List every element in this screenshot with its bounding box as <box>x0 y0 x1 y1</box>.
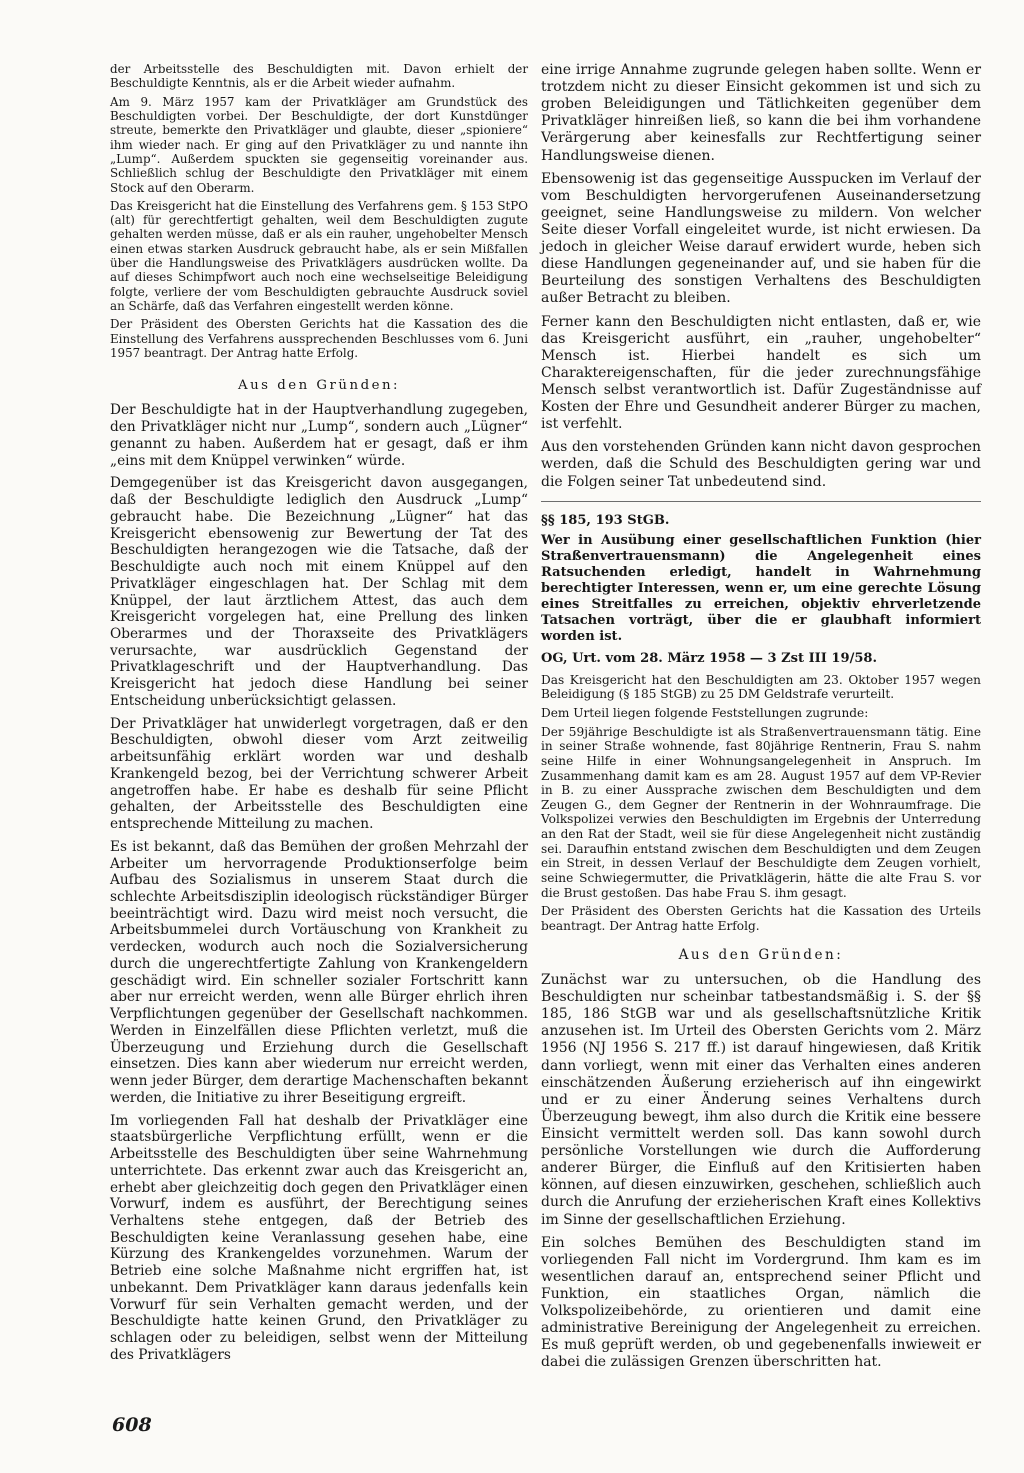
body-paragraph: Der Privatkläger hat unwiderlegt vorgetragen, daß er den Beschuldigten, obwohl dieser vom Arzt zeitweilig arbeitsunfähig erklärt worden war und deshalb Krankengeld bezog, bei der Verrichtung schwerer Arbeit angetroffen habe. Er habe es deshalb für seine Pflicht gehalten, der Arbeitsstelle des Beschuldigten eine entsprechende Mitteilung zu machen. <box>110 715 528 833</box>
body-paragraph: Aus den vorstehenden Gründen kann nicht davon gesprochen werden, daß die Schuld des Beschuldigten gering war und die Folgen seiner Tat unbedeutend sind. <box>541 439 981 490</box>
body-paragraph: Im vorliegenden Fall hat deshalb der Privatkläger eine staatsbürgerliche Verpflichtung erfüllt, wenn er die Arbeitsstelle des Beschuldigten über seine Wahrnehmung unterrichtete. Das erkennt zwar auch das Kreisgericht an, erhebt aber gleichzeitig doch gegen den Privatkläger einen Vorwurf, indem es ausführt, der Berechtigung seines Verhaltens stehe entgegen, daß der Betrieb des Beschuldigten keine Veranlassung gesehen habe, eine Kürzung des Krankengeldes vorzunehmen. Warum der Betrieb eine solche Maßnahme nicht ergriffen hat, ist unbekannt. Dem Privatkläger kann daraus jedenfalls kein Vorwurf für sein Verhalten gemacht werden, und der Beschuldigte hatte keinen Grund, den Privatkläger zu schlagen oder zu beleidigen, selbst wenn der Mitteilung des Privatklägers <box>110 1112 528 1363</box>
body-paragraph: Ferner kann den Beschuldigten nicht entlasten, daß er, wie das Kreisgericht ausführt, ein „rauher, ungehobelter“ Mensch ist. Hierbei handelt es sich um Charaktereigenschaften, für die jeder zurechnungsfähige Mensch selbst verantwortlich ist. Dafür Zugeständnisse auf Kosten der Ehre und Gesundheit anderer Bürger zu machen, ist verfehlt. <box>541 313 981 433</box>
body-paragraph: Zunächst war zu untersuchen, ob die Handlung des Beschuldigten nur scheinbar tatbestandsmäßig i. S. der §§ 185, 186 StGB war und als gesellschaftsnützliche Kritik anzusehen ist. Im Urteil des Obersten Gerichts vom 2. März 1956 (NJ 1956 S. 217 ff.) ist darauf hingewiesen, daß Kritik dann vorliegt, wenn mit einer das Verhalten eines anderen einschätzenden Äußerung erzieherisch auf ihn eingewirkt und er zu einer Änderung seines Verhaltens durch Überzeugung bewegt, ihm also durch die Kritik eine bessere Einsicht vermittelt werden soll. Das kann sowohl durch persönliche Vorstellungen wie durch die Aufforderung anderer Bürger, die Einfluß auf den Kritisierten haben können, auf diesen einzuwirken, geschehen, schließlich auch durch die Anrufung der erzieherischen Kraft eines Kollektivs im Sinne der gesellschaftlichen Erziehung. <box>541 972 981 1228</box>
body-paragraph: Ebensowenig ist das gegenseitige Ausspucken im Verlauf der vom Beschuldigten hervorgerufenen Auseinandersetzung geeignet, seine Handlungsweise zu mildern. Von welcher Seite dieser Vorfall eingeleitet wurde, ist nicht erwiesen. Da jedoch in gleicher Weise darauf erwidert wurde, heben sich diese Handlungen gegeneinander auf, und sie haben für die Beurteilung des sonstigen Verhaltens des Beschuldigten außer Betracht zu bleiben. <box>541 170 981 307</box>
left-text-column <box>110 62 528 1370</box>
body-paragraph: Das Kreisgericht hat den Beschuldigten am 23. Oktober 1957 wegen Beleidigung (§ 185 StGB) zu 25 DM Geldstrafe verurteilt. <box>541 672 981 702</box>
body-paragraph: Es ist bekannt, daß das Bemühen der großen Mehrzahl der Arbeiter um hervorragende Produktionserfolge beim Aufbau des Sozialismus in unserem Staat durch die schlechte Arbeitsdisziplin ideologisch rückständiger Bürger beeinträchtigt wird. Dazu wird meist noch versucht, die Arbeitsbummelei durch Vortäuschung von Krankheit zu verdecken, wodurch auch noch die Sozialversicherung durch die ungerechtfertigte Zahlung von Krankengeldern geschädigt wird. Ein schneller sozialer Fortschritt kann aber nur erreicht werden, wenn alle Bürger ehrlich ihren Verpflichtungen gegenüber der Gesellschaft nachkommen. Werden in Einzelfällen diese Pflichten verletzt, muß die Überzeugung und Erziehung durch die Gesellschaft einsetzen. Dies kann aber wiederum nur erreicht werden, wenn jeder Bürger, dem derartige Machenschaften bekannt werden, die Initiative zu ihrer Beseitigung ergreift. <box>110 838 528 1106</box>
case-citation: OG, Urt. vom 28. März 1958 — 3 Zst III 19/58. <box>541 650 878 666</box>
headnote: Wer in Ausübung einer gesellschaftlichen Funktion (hier Straßenvertrauensmann) die Angelegenheit eines Ratsuchenden erledigt, handelt in Wahrnehmung berechtigter Interessen, wenn er, um eine gerechte Lösung eines Streitfalles zu erreichen, objektiv ehrverletzende Tatsachen vorträgt, über die er glaubhaft informiert worden ist. <box>541 532 981 644</box>
body-paragraph: Ein solches Bemühen des Beschuldigten stand im vorliegenden Fall nicht im Vordergrund. Ihm kam es im wesentlichen darauf an, entsprechend seiner Pflicht und Funktion, ein staatliches Organ, nämlich die Volkspolizeibehörde, zu orientieren und damit eine administrative Bereinigung der Angelegenheit zu erreichen. Es muß geprüft werden, ob und gegebenenfalls inwieweit er dabei die zulässigen Grenzen überschritten hat. <box>541 1234 981 1371</box>
body-paragraph: Dem Urteil liegen folgende Feststellungen zugrunde: <box>541 706 869 721</box>
section-heading: Aus den Gründen: <box>237 378 401 394</box>
body-paragraph: Das Kreisgericht hat die Einstellung des Verfahrens gem. § 153 StPO (alt) für gerechtfertigt gehalten, weil dem Beschuldigten zugute gehalten werden müsse, daß er als ein rauher, ungehobelter Mensch einen etwas starken Ausdruck gebraucht habe, als er sein Mißfallen über die Handlungsweise des Privatklägers ausdrücken wollte. Da auf dieses Schimpfwort auch noch eine wechselseitige Beleidigung folgte, verliere der vom Beschuldigten gebrauchte Ausdruck soviel an Schärfe, daß das Verfahren eingestellt werden könne. <box>110 198 528 313</box>
right-text-column <box>541 62 981 1378</box>
body-paragraph: eine irrige Annahme zugrunde gelegen haben sollte. Wenn er trotzdem nicht zu dieser Einsicht gekommen ist und sich zu groben Beleidigungen und Tätlichkeiten gegenüber dem Privatkläger hinreißen ließ, so kann die bei ihm vorhandene Verärgerung aber keinesfalls zur Rechtfertigung seiner Handlungsweise dienen. <box>541 62 981 164</box>
page-number: 608 <box>112 1414 152 1436</box>
body-paragraph: Demgegenüber ist das Kreisgericht davon ausgegangen, daß der Beschuldigte lediglich den Ausdruck „Lump“ gebraucht habe. Die Bezeichnung „Lügner“ hat das Kreisgericht ebensowenig zur Bewertung der Tat des Beschuldigten herangezogen wie die Tatsache, daß der Beschuldigte auch noch mit einem Knüppel auf den Privatkläger eingeschlagen hat. Der Schlag mit dem Knüppel, der laut ärztlichem Attest, das auch dem Kreisgericht vorgelegen hat, eine Prellung des linken Oberarmes und der Thoraxseite des Privatklägers verursachte, war ausdrücklich Gegenstand der Privatklageschrift und der Hauptverhandlung. Das Kreisgericht hat jedoch diese Handlung bei seiner Entscheidung unberücksichtigt gelassen. <box>110 475 528 709</box>
law-reference: §§ 185, 193 StGB. <box>541 512 670 528</box>
body-paragraph: Am 9. März 1957 kam der Privatkläger am Grundstück des Beschuldigten vorbei. Der Beschuldigte, der dort Kunstdünger streute, bemerkte den Privatkläger und glaubte, dieser „spioniere“ ihm wieder nach. Er ging auf den Privatkläger zu und nannte ihn „Lump“. Außerdem spuckten sie gegenseitig voreinander aus. Schließlich schlug der Beschuldigte den Privatkläger mit einem Stock auf den Oberarm. <box>110 94 528 195</box>
body-paragraph: der Arbeitsstelle des Beschuldigten mit. Davon erhielt der Beschuldigte Kenntnis, als er die Arbeit wieder aufnahm. <box>110 62 528 91</box>
body-paragraph: Der Beschuldigte hat in der Hauptverhandlung zugegeben, den Privatkläger nicht nur „Lump“, sondern auch „Lügner“ genannt zu haben. Außerdem hat er gesagt, daß er ihm „eins mit dem Knüppel verwinken“ würde. <box>110 402 528 469</box>
section-heading: Aus den Gründen: <box>678 947 844 964</box>
body-paragraph: Der 59jährige Beschuldigte ist als Straßenvertrauensmann tätig. Eine in seiner Straße wohnende, fast 80jährige Rentnerin, Frau S. nahm seine Hilfe in einer Wohnungsangelegenheit in Anspruch. Im Zusammenhang damit kam es am 28. August 1957 auf dem VP-Revier in B. zu einer Aussprache zwischen dem Beschuldigten und dem Zeugen G., dem Gegner der Rentnerin in der Wohnraumfrage. Die Volkspolizei verwies den Beschuldigten im Ergebnis der Unterredung an den Rat der Stadt, weil sie für diese Angelegenheit nicht zuständig sei. Daraufhin entstand zwischen dem Beschuldigten und dem Zeugen ein Streit, in dessen Verlauf der Beschuldigte dem Zeugen vorhielt, seine Schwiegermutter, die Privatklägerin, hätte die alte Frau S. vor die Brust gestoßen. Das habe Frau S. ihm gesagt. <box>541 724 981 900</box>
body-paragraph: Der Präsident des Obersten Gerichts hat die Kassation des die Einstellung des Verfahrens aussprechenden Beschlusses vom 6. Juni 1957 beantragt. Der Antrag hatte Erfolg. <box>110 317 528 360</box>
body-paragraph: Der Präsident des Obersten Gerichts hat die Kassation des Urteils beantragt. Der Antrag hatte Erfolg. <box>541 904 981 933</box>
